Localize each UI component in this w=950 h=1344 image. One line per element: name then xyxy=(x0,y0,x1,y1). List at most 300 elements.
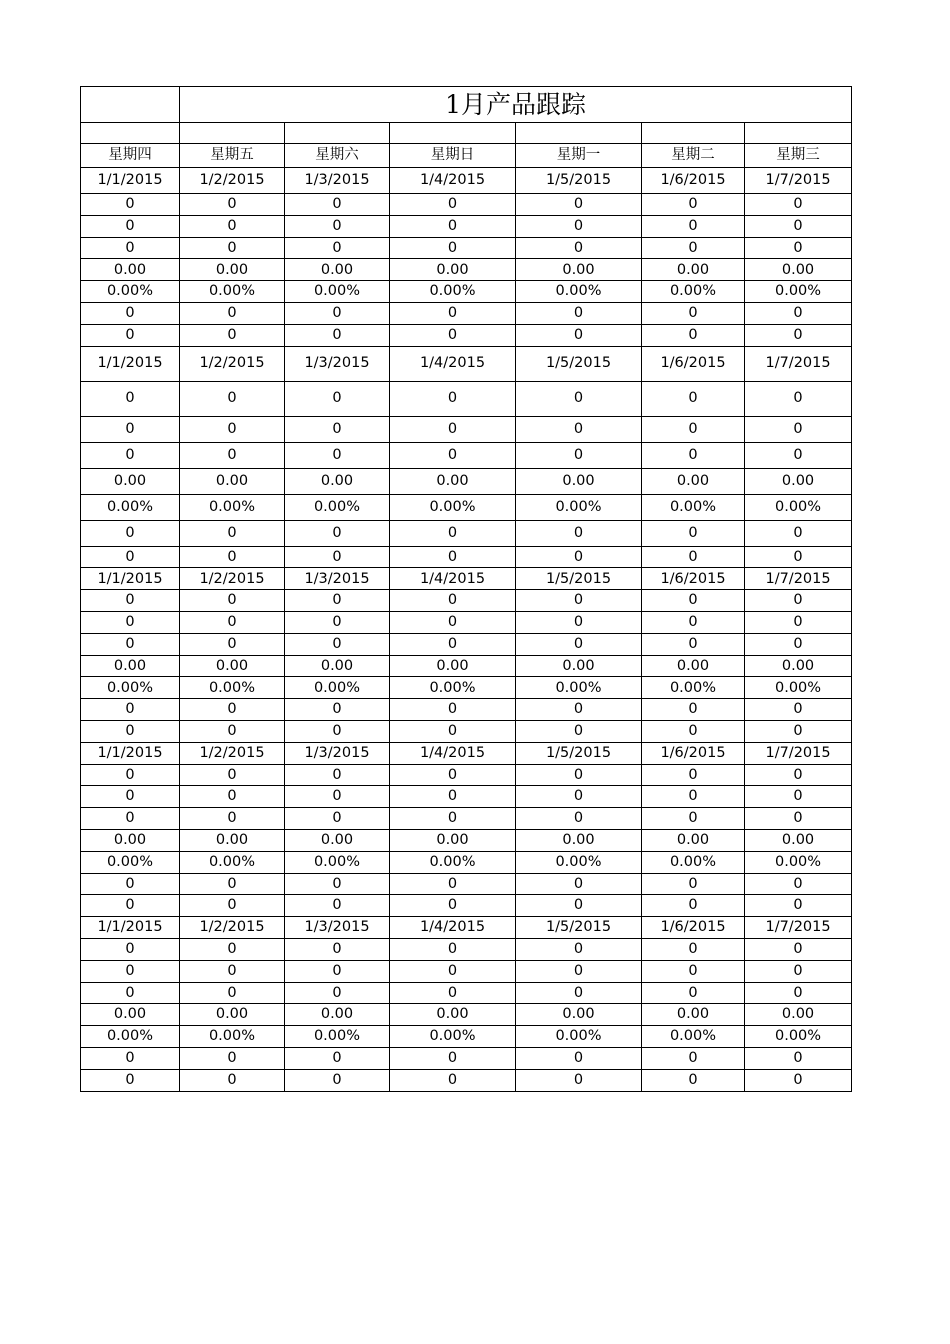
value-cell[interactable]: 0.00 xyxy=(180,1004,285,1026)
value-cell[interactable]: 0 xyxy=(180,611,285,633)
value-cell[interactable]: 0 xyxy=(285,520,390,546)
value-cell[interactable]: 0 xyxy=(390,302,516,324)
value-cell[interactable]: 0 xyxy=(81,381,180,416)
date-cell[interactable]: 1/7/2015 xyxy=(745,568,852,590)
value-cell[interactable]: 0.00% xyxy=(285,1026,390,1048)
value-cell[interactable]: 0 xyxy=(285,699,390,721)
date-cell[interactable]: 1/2/2015 xyxy=(180,917,285,939)
value-cell[interactable]: 0 xyxy=(745,611,852,633)
value-cell[interactable]: 0 xyxy=(81,764,180,786)
value-cell[interactable]: 0.00% xyxy=(516,677,642,699)
value-cell[interactable]: 0.00 xyxy=(81,259,180,281)
value-cell[interactable]: 0 xyxy=(390,237,516,259)
value-cell[interactable]: 0 xyxy=(180,237,285,259)
value-cell[interactable]: 0.00 xyxy=(516,655,642,677)
value-cell[interactable]: 0 xyxy=(642,982,745,1004)
value-cell[interactable]: 0 xyxy=(516,1047,642,1069)
value-cell[interactable]: 0 xyxy=(81,938,180,960)
blank-cell[interactable] xyxy=(516,123,642,144)
date-cell[interactable]: 1/5/2015 xyxy=(516,917,642,939)
value-cell[interactable]: 0 xyxy=(180,1069,285,1091)
date-cell[interactable]: 1/4/2015 xyxy=(390,168,516,194)
value-cell[interactable]: 0 xyxy=(81,633,180,655)
value-cell[interactable]: 0 xyxy=(745,1047,852,1069)
value-cell[interactable]: 0 xyxy=(285,1047,390,1069)
value-cell[interactable]: 0 xyxy=(642,1069,745,1091)
value-cell[interactable]: 0.00% xyxy=(180,1026,285,1048)
value-cell[interactable]: 0 xyxy=(180,808,285,830)
value-cell[interactable]: 0.00% xyxy=(390,1026,516,1048)
blank-cell[interactable] xyxy=(390,123,516,144)
value-cell[interactable]: 0.00 xyxy=(390,829,516,851)
value-cell[interactable]: 0 xyxy=(745,442,852,468)
value-cell[interactable]: 0.00 xyxy=(642,829,745,851)
value-cell[interactable]: 0 xyxy=(285,194,390,216)
value-cell[interactable]: 0.00 xyxy=(180,468,285,494)
value-cell[interactable]: 0 xyxy=(390,546,516,568)
value-cell[interactable]: 0 xyxy=(642,520,745,546)
value-cell[interactable]: 0.00% xyxy=(285,494,390,520)
value-cell[interactable]: 0 xyxy=(390,633,516,655)
value-cell[interactable]: 0 xyxy=(516,808,642,830)
value-cell[interactable]: 0 xyxy=(516,982,642,1004)
value-cell[interactable]: 0 xyxy=(642,895,745,917)
value-cell[interactable]: 0.00 xyxy=(745,655,852,677)
value-cell[interactable]: 0 xyxy=(180,960,285,982)
date-cell[interactable]: 1/7/2015 xyxy=(745,742,852,764)
value-cell[interactable]: 0 xyxy=(516,611,642,633)
value-cell[interactable]: 0 xyxy=(516,1069,642,1091)
value-cell[interactable]: 0 xyxy=(285,324,390,346)
value-cell[interactable]: 0 xyxy=(81,520,180,546)
value-cell[interactable]: 0.00% xyxy=(285,677,390,699)
value-cell[interactable]: 0 xyxy=(285,237,390,259)
value-cell[interactable]: 0 xyxy=(390,786,516,808)
value-cell[interactable]: 0 xyxy=(180,416,285,442)
value-cell[interactable]: 0 xyxy=(81,324,180,346)
value-cell[interactable]: 0 xyxy=(390,1069,516,1091)
value-cell[interactable]: 0 xyxy=(745,786,852,808)
date-cell[interactable]: 1/4/2015 xyxy=(390,742,516,764)
value-cell[interactable]: 0 xyxy=(81,546,180,568)
value-cell[interactable]: 0 xyxy=(745,381,852,416)
value-row xyxy=(81,468,852,494)
value-cell[interactable]: 0 xyxy=(516,938,642,960)
value-cell[interactable]: 0 xyxy=(180,1047,285,1069)
value-cell[interactable]: 0 xyxy=(81,720,180,742)
value-cell[interactable]: 0.00 xyxy=(285,1004,390,1026)
value-cell[interactable]: 0.00% xyxy=(745,281,852,303)
value-cell[interactable]: 0 xyxy=(285,215,390,237)
value-cell[interactable]: 0.00 xyxy=(180,259,285,281)
value-cell[interactable]: 0 xyxy=(285,416,390,442)
value-cell[interactable]: 0 xyxy=(642,611,745,633)
value-row xyxy=(81,1069,852,1091)
value-cell[interactable]: 0 xyxy=(390,873,516,895)
value-cell[interactable]: 0 xyxy=(180,699,285,721)
value-cell[interactable]: 0 xyxy=(642,546,745,568)
weekday-cell[interactable]: 星期日 xyxy=(390,144,516,168)
weekday-cell[interactable]: 星期五 xyxy=(180,144,285,168)
value-cell[interactable]: 0.00% xyxy=(642,1026,745,1048)
value-cell[interactable]: 0 xyxy=(745,416,852,442)
value-cell[interactable]: 0 xyxy=(390,895,516,917)
value-cell[interactable]: 0 xyxy=(390,720,516,742)
date-cell[interactable]: 1/6/2015 xyxy=(642,168,745,194)
date-cell[interactable]: 1/2/2015 xyxy=(180,346,285,381)
value-cell[interactable]: 0 xyxy=(390,194,516,216)
date-cell[interactable]: 1/3/2015 xyxy=(285,742,390,764)
value-cell[interactable]: 0 xyxy=(390,324,516,346)
value-cell[interactable]: 0 xyxy=(285,590,390,612)
value-cell[interactable]: 0 xyxy=(642,324,745,346)
date-cell[interactable]: 1/1/2015 xyxy=(81,742,180,764)
value-cell[interactable]: 0 xyxy=(516,324,642,346)
date-cell[interactable]: 1/1/2015 xyxy=(81,568,180,590)
value-cell[interactable]: 0 xyxy=(745,895,852,917)
value-cell[interactable]: 0.00 xyxy=(642,259,745,281)
value-cell[interactable]: 0 xyxy=(81,808,180,830)
value-cell[interactable]: 0 xyxy=(81,960,180,982)
value-cell[interactable]: 0.00% xyxy=(81,494,180,520)
value-cell[interactable]: 0 xyxy=(745,546,852,568)
value-cell[interactable]: 0 xyxy=(516,699,642,721)
value-cell[interactable]: 0 xyxy=(285,895,390,917)
value-cell[interactable]: 0.00% xyxy=(642,851,745,873)
value-cell[interactable]: 0 xyxy=(180,381,285,416)
date-cell[interactable]: 1/1/2015 xyxy=(81,917,180,939)
value-cell[interactable]: 0.00 xyxy=(81,829,180,851)
value-cell[interactable]: 0 xyxy=(642,215,745,237)
value-cell[interactable]: 0.00% xyxy=(642,494,745,520)
value-cell[interactable]: 0 xyxy=(81,237,180,259)
blank-cell[interactable] xyxy=(81,123,180,144)
value-cell[interactable]: 0.00 xyxy=(642,468,745,494)
value-cell[interactable]: 0.00% xyxy=(390,677,516,699)
value-cell[interactable]: 0 xyxy=(516,786,642,808)
value-cell[interactable]: 0 xyxy=(285,381,390,416)
value-cell[interactable]: 0 xyxy=(180,873,285,895)
value-cell[interactable]: 0 xyxy=(642,442,745,468)
value-cell[interactable]: 0 xyxy=(81,1069,180,1091)
value-cell[interactable]: 0 xyxy=(390,808,516,830)
value-cell[interactable]: 0 xyxy=(745,633,852,655)
sheet-title[interactable]: 1月产品跟踪 xyxy=(180,87,852,123)
weekday-cell[interactable]: 星期四 xyxy=(81,144,180,168)
value-cell[interactable]: 0 xyxy=(180,194,285,216)
date-cell[interactable]: 1/5/2015 xyxy=(516,346,642,381)
value-cell[interactable]: 0 xyxy=(745,764,852,786)
value-cell[interactable]: 0 xyxy=(516,302,642,324)
value-cell[interactable]: 0 xyxy=(390,520,516,546)
value-cell[interactable]: 0 xyxy=(180,786,285,808)
value-cell[interactable]: 0.00% xyxy=(180,494,285,520)
date-cell[interactable]: 1/5/2015 xyxy=(516,168,642,194)
value-cell[interactable]: 0 xyxy=(285,1069,390,1091)
value-cell[interactable]: 0 xyxy=(390,960,516,982)
value-row xyxy=(81,302,852,324)
value-cell[interactable]: 0 xyxy=(285,546,390,568)
value-cell[interactable]: 0 xyxy=(285,786,390,808)
value-cell[interactable]: 0.00 xyxy=(180,655,285,677)
value-cell[interactable]: 0 xyxy=(180,442,285,468)
date-cell[interactable]: 1/6/2015 xyxy=(642,917,745,939)
value-cell[interactable]: 0 xyxy=(390,442,516,468)
value-cell[interactable]: 0 xyxy=(180,302,285,324)
value-cell[interactable]: 0 xyxy=(285,302,390,324)
value-cell[interactable]: 0 xyxy=(81,895,180,917)
value-cell[interactable]: 0.00 xyxy=(516,829,642,851)
value-cell[interactable]: 0 xyxy=(516,194,642,216)
value-cell[interactable]: 0 xyxy=(180,546,285,568)
value-cell[interactable]: 0 xyxy=(285,611,390,633)
date-cell[interactable]: 1/4/2015 xyxy=(390,346,516,381)
value-cell[interactable]: 0 xyxy=(285,873,390,895)
value-cell[interactable]: 0 xyxy=(745,960,852,982)
value-cell[interactable]: 0 xyxy=(81,302,180,324)
value-cell[interactable]: 0 xyxy=(516,416,642,442)
value-cell[interactable]: 0 xyxy=(745,808,852,830)
value-cell[interactable]: 0 xyxy=(390,215,516,237)
value-cell[interactable]: 0 xyxy=(745,324,852,346)
weekday-cell[interactable]: 星期二 xyxy=(642,144,745,168)
value-cell[interactable]: 0 xyxy=(180,215,285,237)
value-cell[interactable]: 0 xyxy=(516,520,642,546)
value-cell[interactable]: 0.00% xyxy=(390,494,516,520)
value-cell[interactable]: 0 xyxy=(81,416,180,442)
value-cell[interactable]: 0 xyxy=(642,237,745,259)
value-cell[interactable]: 0.00 xyxy=(390,1004,516,1026)
date-cell[interactable]: 1/6/2015 xyxy=(642,742,745,764)
value-cell[interactable]: 0 xyxy=(642,960,745,982)
value-cell[interactable]: 0.00% xyxy=(745,677,852,699)
value-cell[interactable]: 0 xyxy=(642,786,745,808)
date-cell[interactable]: 1/5/2015 xyxy=(516,568,642,590)
date-cell[interactable]: 1/7/2015 xyxy=(745,168,852,194)
value-cell[interactable]: 0 xyxy=(642,302,745,324)
blank-cell[interactable] xyxy=(745,123,852,144)
value-cell[interactable]: 0 xyxy=(745,1069,852,1091)
value-cell[interactable]: 0 xyxy=(516,381,642,416)
value-cell[interactable]: 0.00% xyxy=(81,677,180,699)
date-row xyxy=(81,346,852,381)
value-cell[interactable]: 0 xyxy=(642,808,745,830)
value-cell[interactable]: 0.00 xyxy=(745,829,852,851)
value-cell[interactable]: 0.00 xyxy=(180,829,285,851)
value-cell[interactable]: 0.00% xyxy=(516,1026,642,1048)
value-cell[interactable]: 0.00% xyxy=(180,281,285,303)
value-cell[interactable]: 0 xyxy=(390,699,516,721)
value-cell[interactable]: 0 xyxy=(516,873,642,895)
value-cell[interactable]: 0.00 xyxy=(390,468,516,494)
value-cell[interactable]: 0.00 xyxy=(81,468,180,494)
value-cell[interactable]: 0 xyxy=(180,324,285,346)
date-cell[interactable]: 1/5/2015 xyxy=(516,742,642,764)
date-cell[interactable]: 1/3/2015 xyxy=(285,917,390,939)
value-cell[interactable]: 0 xyxy=(745,720,852,742)
value-cell[interactable]: 0 xyxy=(642,381,745,416)
value-cell[interactable]: 0 xyxy=(285,982,390,1004)
value-cell[interactable]: 0 xyxy=(745,873,852,895)
value-cell[interactable]: 0.00 xyxy=(516,468,642,494)
value-cell[interactable]: 0 xyxy=(81,1047,180,1069)
value-cell[interactable]: 0.00 xyxy=(745,259,852,281)
value-cell[interactable]: 0 xyxy=(81,590,180,612)
value-cell[interactable]: 0 xyxy=(745,215,852,237)
value-cell[interactable]: 0 xyxy=(180,633,285,655)
value-cell[interactable]: 0 xyxy=(180,895,285,917)
value-cell[interactable]: 0 xyxy=(745,938,852,960)
value-cell[interactable]: 0 xyxy=(285,720,390,742)
value-cell[interactable]: 0.00% xyxy=(390,281,516,303)
value-cell[interactable]: 0 xyxy=(516,215,642,237)
value-cell[interactable]: 0 xyxy=(745,194,852,216)
value-cell[interactable]: 0 xyxy=(516,960,642,982)
value-cell[interactable]: 0 xyxy=(745,520,852,546)
value-cell[interactable]: 0 xyxy=(390,590,516,612)
value-cell[interactable]: 0 xyxy=(390,381,516,416)
value-cell[interactable]: 0.00 xyxy=(642,1004,745,1026)
blank-cell[interactable] xyxy=(285,123,390,144)
value-cell[interactable]: 0.00 xyxy=(81,1004,180,1026)
date-cell[interactable]: 1/4/2015 xyxy=(390,917,516,939)
value-cell[interactable]: 0.00% xyxy=(642,281,745,303)
date-cell[interactable]: 1/3/2015 xyxy=(285,168,390,194)
value-cell[interactable]: 0 xyxy=(642,1047,745,1069)
value-cell[interactable]: 0 xyxy=(390,982,516,1004)
value-cell[interactable]: 0 xyxy=(390,1047,516,1069)
value-cell[interactable]: 0.00% xyxy=(81,281,180,303)
value-cell[interactable]: 0 xyxy=(516,633,642,655)
value-cell[interactable]: 0.00 xyxy=(390,259,516,281)
weekday-cell[interactable]: 星期三 xyxy=(745,144,852,168)
value-cell[interactable]: 0 xyxy=(745,302,852,324)
weekday-cell[interactable]: 星期一 xyxy=(516,144,642,168)
value-cell[interactable]: 0 xyxy=(745,237,852,259)
value-cell[interactable]: 0 xyxy=(516,590,642,612)
date-cell[interactable]: 1/2/2015 xyxy=(180,568,285,590)
value-cell[interactable]: 0 xyxy=(516,546,642,568)
value-cell[interactable]: 0.00% xyxy=(285,281,390,303)
value-cell[interactable]: 0 xyxy=(81,699,180,721)
value-cell[interactable]: 0 xyxy=(642,194,745,216)
value-cell[interactable]: 0.00 xyxy=(516,259,642,281)
blank-cell[interactable] xyxy=(642,123,745,144)
value-cell[interactable]: 0 xyxy=(642,633,745,655)
value-cell[interactable]: 0 xyxy=(180,720,285,742)
date-cell[interactable]: 1/3/2015 xyxy=(285,568,390,590)
value-cell[interactable]: 0.00% xyxy=(81,1026,180,1048)
value-cell[interactable]: 0.00 xyxy=(642,655,745,677)
date-cell[interactable]: 1/6/2015 xyxy=(642,568,745,590)
value-cell[interactable]: 0 xyxy=(390,938,516,960)
value-cell[interactable]: 0 xyxy=(81,786,180,808)
value-cell[interactable]: 0 xyxy=(745,590,852,612)
date-cell[interactable]: 1/2/2015 xyxy=(180,742,285,764)
value-cell[interactable]: 0 xyxy=(516,764,642,786)
value-cell[interactable]: 0.00% xyxy=(81,851,180,873)
value-cell[interactable]: 0 xyxy=(642,873,745,895)
value-cell[interactable]: 0.00% xyxy=(745,851,852,873)
date-cell[interactable]: 1/1/2015 xyxy=(81,346,180,381)
value-cell[interactable]: 0 xyxy=(180,938,285,960)
value-cell[interactable]: 0 xyxy=(285,938,390,960)
value-cell[interactable]: 0 xyxy=(390,416,516,442)
value-cell[interactable]: 0.00% xyxy=(642,677,745,699)
value-cell[interactable]: 0 xyxy=(81,442,180,468)
value-cell[interactable]: 0 xyxy=(390,764,516,786)
value-cell[interactable]: 0 xyxy=(745,699,852,721)
value-cell[interactable]: 0 xyxy=(642,416,745,442)
value-cell[interactable]: 0.00% xyxy=(180,851,285,873)
value-cell[interactable]: 0.00% xyxy=(180,677,285,699)
value-cell[interactable]: 0.00 xyxy=(390,655,516,677)
value-cell[interactable]: 0 xyxy=(180,764,285,786)
value-cell[interactable]: 0.00 xyxy=(81,655,180,677)
value-cell[interactable]: 0.00 xyxy=(285,655,390,677)
value-cell[interactable]: 0 xyxy=(180,520,285,546)
value-cell[interactable]: 0.00 xyxy=(516,1004,642,1026)
value-cell[interactable]: 0 xyxy=(516,237,642,259)
date-cell[interactable]: 1/3/2015 xyxy=(285,346,390,381)
date-cell[interactable]: 1/7/2015 xyxy=(745,917,852,939)
value-cell[interactable]: 0 xyxy=(81,215,180,237)
value-cell[interactable]: 0.00 xyxy=(745,468,852,494)
date-cell[interactable]: 1/4/2015 xyxy=(390,568,516,590)
value-cell[interactable]: 0 xyxy=(285,633,390,655)
value-cell[interactable]: 0.00% xyxy=(745,1026,852,1048)
date-cell[interactable]: 1/6/2015 xyxy=(642,346,745,381)
value-cell[interactable]: 0.00% xyxy=(745,494,852,520)
date-cell[interactable]: 1/1/2015 xyxy=(81,168,180,194)
value-cell[interactable]: 0.00% xyxy=(516,281,642,303)
value-cell[interactable]: 0.00 xyxy=(745,1004,852,1026)
value-cell[interactable]: 0 xyxy=(642,938,745,960)
value-cell[interactable]: 0 xyxy=(642,764,745,786)
value-cell[interactable]: 0 xyxy=(81,611,180,633)
value-cell[interactable]: 0 xyxy=(516,720,642,742)
value-cell[interactable]: 0.00 xyxy=(285,259,390,281)
date-cell[interactable]: 1/7/2015 xyxy=(745,346,852,381)
value-cell[interactable]: 0.00 xyxy=(285,468,390,494)
value-cell[interactable]: 0 xyxy=(642,720,745,742)
value-cell[interactable]: 0 xyxy=(180,982,285,1004)
value-cell[interactable]: 0.00% xyxy=(516,494,642,520)
value-cell[interactable]: 0 xyxy=(285,442,390,468)
value-cell[interactable]: 0 xyxy=(642,590,745,612)
value-cell[interactable]: 0 xyxy=(285,960,390,982)
weekday-cell[interactable]: 星期六 xyxy=(285,144,390,168)
value-cell[interactable]: 0.00% xyxy=(285,851,390,873)
date-cell[interactable]: 1/2/2015 xyxy=(180,168,285,194)
value-cell[interactable]: 0 xyxy=(180,590,285,612)
value-cell[interactable]: 0 xyxy=(285,764,390,786)
corner-cell[interactable] xyxy=(81,87,180,123)
value-cell[interactable]: 0.00% xyxy=(390,851,516,873)
value-cell[interactable]: 0 xyxy=(390,611,516,633)
value-cell[interactable]: 0 xyxy=(81,982,180,1004)
value-cell[interactable]: 0 xyxy=(81,873,180,895)
value-cell[interactable]: 0 xyxy=(642,699,745,721)
value-cell[interactable]: 0 xyxy=(81,194,180,216)
value-cell[interactable]: 0.00 xyxy=(285,829,390,851)
value-cell[interactable]: 0 xyxy=(516,895,642,917)
blank-cell[interactable] xyxy=(180,123,285,144)
value-cell[interactable]: 0 xyxy=(285,808,390,830)
value-cell[interactable]: 0.00% xyxy=(516,851,642,873)
value-cell[interactable]: 0 xyxy=(516,442,642,468)
value-cell[interactable]: 0 xyxy=(745,982,852,1004)
